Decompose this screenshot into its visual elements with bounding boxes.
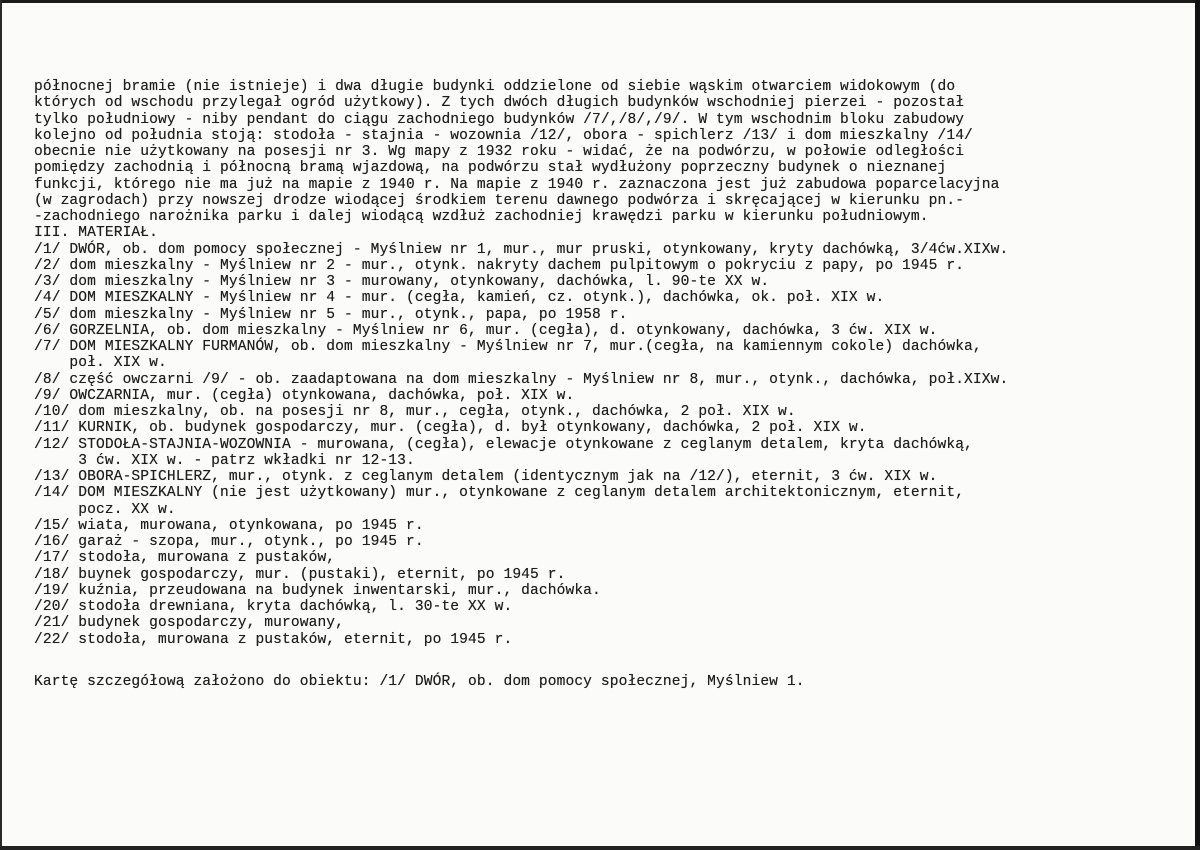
intro-line: tylko południowy - niby pendant do ciągu zachodniego budynków /7/,/8/,/9/. W tym wschodnim bloku zabudowy — [34, 111, 965, 128]
list-item: /3/ dom mieszkalny - Myślniew nr 3 - murowany, otynkowany, dachówka, l. 90-te XX w. — [34, 274, 770, 290]
list-item: /4/ DOM MIESZKALNY - Myślniew nr 4 - mur. (cegła, kamień, cz. otynk.), dachówka, ok. poł. XIX w. — [34, 290, 885, 307]
list-item: /18/ buynek gospodarczy, mur. (pustaki), eternit, po 1945 r. — [34, 566, 566, 583]
list-item: /12/ STODOŁA-STAJNIA-WOZOWNIA - murowana, (cegła), elewacje otynkowane z ceglanym detalem, kryta dachówką, — [34, 436, 973, 453]
section-heading: III. MATERIAŁ. — [34, 225, 159, 242]
closing-note: Kartę szczegółową założono do obiektu: /1/ DWÓR, ob. dom pomocy społecznej, Myślniew 1. — [34, 673, 805, 690]
list-item-continuation: pocz. XX w. — [34, 501, 176, 518]
material-list — [34, 242, 1174, 648]
list-item: /22/ stodoła, murowana z pustaków, eternit, po 1945 r. — [34, 631, 513, 648]
list-item-continuation: 3 ćw. XIX w. - patrz wkładki nr 12-13. — [34, 452, 415, 469]
list-item: /16/ garaż - szopa, mur., otynk., po 1945 r. — [34, 534, 424, 550]
list-item: /9/ OWCZARNIA, mur. (cegła) otynkowana, dachówka, poł. XIX w. — [34, 387, 575, 404]
list-item: /7/ DOM MIESZKALNY FURMANÓW, ob. dom mieszkalny - Myślniew nr 7, mur.(cegła, na kamiennym cokole) dachówka, — [34, 339, 982, 355]
list-item: /6/ GORZELNIA, ob. dom mieszkalny - Myślniew nr 6, mur. (cegła), d. otynkowany, dachówka, 3 ćw. XIX w. — [34, 322, 938, 339]
list-item: /1/ DWÓR, ob. dom pomocy społecznej - Myślniew nr 1, mur., mur pruski, otynkowany, kryty dachówką, 3/4ćw.XIXw. — [34, 241, 1009, 258]
intro-paragraph — [34, 79, 1174, 225]
list-item-continuation: poł. XIX w. — [34, 355, 167, 372]
list-item: /21/ budynek gospodarczy, murowany, — [34, 615, 345, 632]
list-item: /17/ stodoła, murowana z pustaków, — [34, 550, 336, 567]
scan-edge-top — [0, 0, 1200, 3]
scan-edge-right — [1195, 0, 1200, 850]
list-item: /5/ dom mieszkalny - Myślniew nr 5 - mur., otynk., papa, po 1958 r. — [34, 306, 628, 323]
list-item: /11/ KURNIK, ob. budynek gospodarczy, mur. (cegła), d. był otynkowany, dachówka, 2 poł. XIX w. — [34, 420, 867, 437]
list-item: /14/ DOM MIESZKALNY (nie jest użytkowany) mur., otynkowane z ceglanym detalem architektonicznym, eternit, — [34, 485, 965, 502]
list-item: /2/ dom mieszkalny - Myślniew nr 2 - mur., otynk. nakryty dachem pulpitowym o pokryciu z papy, po 1945 r. — [34, 257, 965, 274]
typewritten-text — [34, 79, 1174, 690]
intro-line: których od wschodu przylegał ogród użytkowy). Z tych dwóch długich budynków wschodniej pierzei - pozostał — [34, 95, 965, 112]
list-item: /8/ część owczarni /9/ - ob. zaadaptowana na dom mieszkalny - Myślniew nr 8, mur., otynk., dachówka, poł.XIXw. — [34, 371, 1009, 388]
intro-line: kolejno od południa stoją: stodoła - stajnia - wozownia /12/, obora - spichlerz /13/ i dom mieszkalny /14/ — [34, 127, 973, 144]
list-item: /13/ OBORA-SPICHLERZ, mur., otynk. z ceglanym detalem (identycznym jak na /12/), eternit, 3 ćw. XIX w. — [34, 469, 938, 485]
intro-line: pomiędzy zachodnią i północną bramą wjazdową, na podwórzu stał wydłużony poprzeczny budynek o nieznanej — [34, 160, 947, 177]
list-item: /20/ stodoła drewniana, kryta dachówką, l. 30-te XX w. — [34, 599, 513, 615]
intro-line: (w zagrodach) przy nowszej drodze wiodącej środkiem terenu dawnego podwórza i skręcającej w kierunku pn.- — [34, 192, 965, 209]
intro-line: obecnie nie użytkowany na posesji nr 3. Wg mapy z 1932 roku - widać, że na podwórzu, w połowie odległości — [34, 144, 965, 160]
list-item: /10/ dom mieszkalny, ob. na posesji nr 8, mur., cegła, otynk., dachówka, 2 poł. XIX w. — [34, 404, 796, 420]
intro-line: północnej bramie (nie istnieje) i dwa długie budynki oddzielone od siebie wąskim otwarciem widokowym (do — [34, 79, 956, 95]
scan-edge-bottom — [0, 846, 1200, 850]
list-item: /15/ wiata, murowana, otynkowana, po 1945 r. — [34, 517, 424, 534]
spacer — [34, 648, 1174, 674]
list-item: /19/ kuźnia, przeudowana na budynek inwentarski, mur., dachówka. — [34, 582, 601, 599]
scan-edge-left — [0, 0, 2, 850]
intro-line: funkcji, którego nie ma już na mapie z 1940 r. Na mapie z 1940 r. zaznaczona jest już zabudowa poparcelacyjna — [34, 176, 1000, 193]
intro-line: -zachodniego narożnika parku i dalej wiodącą wzdłuż zachodniej krawędzi parku w kierunku południowym. — [34, 209, 929, 225]
